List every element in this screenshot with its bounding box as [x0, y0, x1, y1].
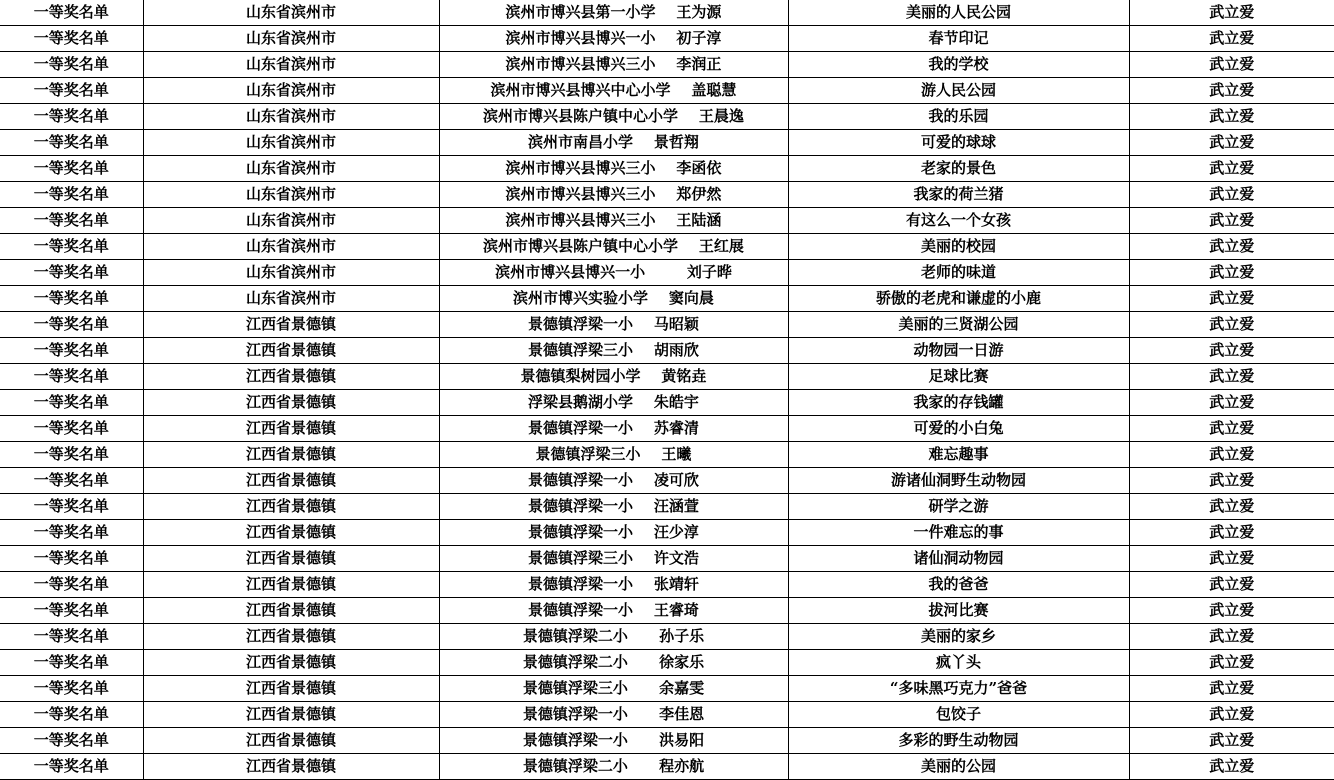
school-student-cell: 景德镇浮梁三小 余嘉雯 — [439, 676, 788, 702]
award-level-cell: 一等奖名单 — [0, 130, 143, 156]
award-level-cell: 一等奖名单 — [0, 52, 143, 78]
essay-title-cell: 多彩的野生动物园 — [788, 728, 1129, 754]
award-level-cell: 一等奖名单 — [0, 442, 143, 468]
award-level-cell: 一等奖名单 — [0, 494, 143, 520]
table-row — [0, 650, 1334, 676]
essay-title-cell: 美丽的家乡 — [788, 624, 1129, 650]
table-row — [0, 104, 1334, 130]
essay-title-cell: 一件难忘的事 — [788, 520, 1129, 546]
region-cell: 江西省景德镇 — [143, 676, 439, 702]
teacher-cell: 武立爱 — [1129, 286, 1334, 312]
region-cell: 山东省滨州市 — [143, 130, 439, 156]
school-student-cell: 景德镇浮梁一小 凌可欣 — [439, 468, 788, 494]
region-cell: 江西省景德镇 — [143, 312, 439, 338]
essay-title-cell: 动物园一日游 — [788, 338, 1129, 364]
school-student-cell: 滨州市博兴县博兴三小 王陆涵 — [439, 208, 788, 234]
teacher-cell: 武立爱 — [1129, 754, 1334, 780]
award-level-cell: 一等奖名单 — [0, 624, 143, 650]
teacher-cell: 武立爱 — [1129, 260, 1334, 286]
teacher-cell: 武立爱 — [1129, 546, 1334, 572]
region-cell: 江西省景德镇 — [143, 702, 439, 728]
table-row — [0, 598, 1334, 624]
region-cell: 江西省景德镇 — [143, 598, 439, 624]
region-cell: 江西省景德镇 — [143, 442, 439, 468]
region-cell: 江西省景德镇 — [143, 390, 439, 416]
table-row — [0, 130, 1334, 156]
essay-title-cell: 美丽的人民公园 — [788, 0, 1129, 26]
region-cell: 山东省滨州市 — [143, 208, 439, 234]
region-cell: 江西省景德镇 — [143, 416, 439, 442]
table-row — [0, 676, 1334, 702]
essay-title-cell: 老家的景色 — [788, 156, 1129, 182]
teacher-cell: 武立爱 — [1129, 130, 1334, 156]
essay-title-cell: 我的爸爸 — [788, 572, 1129, 598]
school-student-cell: 浮梁县鹅湖小学 朱皓宇 — [439, 390, 788, 416]
teacher-cell: 武立爱 — [1129, 468, 1334, 494]
region-cell: 山东省滨州市 — [143, 286, 439, 312]
table-row — [0, 338, 1334, 364]
region-cell: 山东省滨州市 — [143, 104, 439, 130]
teacher-cell: 武立爱 — [1129, 104, 1334, 130]
table-row — [0, 390, 1334, 416]
award-level-cell: 一等奖名单 — [0, 26, 143, 52]
table-row — [0, 494, 1334, 520]
school-student-cell: 景德镇浮梁二小 程亦航 — [439, 754, 788, 780]
school-student-cell: 景德镇浮梁一小 苏睿清 — [439, 416, 788, 442]
school-student-cell: 景德镇浮梁三小 王曦 — [439, 442, 788, 468]
table-row — [0, 52, 1334, 78]
school-student-cell: 滨州市博兴县博兴一小 刘子晔 — [439, 260, 788, 286]
region-cell: 山东省滨州市 — [143, 260, 439, 286]
table-row — [0, 702, 1334, 728]
essay-title-cell: 老师的味道 — [788, 260, 1129, 286]
essay-title-cell: “多味黑巧克力”爸爸 — [788, 676, 1129, 702]
essay-title-cell: 骄傲的老虎和谦虚的小鹿 — [788, 286, 1129, 312]
school-student-cell: 滨州市博兴县博兴一小 初子淳 — [439, 26, 788, 52]
teacher-cell: 武立爱 — [1129, 52, 1334, 78]
teacher-cell: 武立爱 — [1129, 390, 1334, 416]
award-level-cell: 一等奖名单 — [0, 520, 143, 546]
table-row — [0, 260, 1334, 286]
essay-title-cell: 我家的荷兰猪 — [788, 182, 1129, 208]
table-row — [0, 364, 1334, 390]
award-level-cell: 一等奖名单 — [0, 390, 143, 416]
table-row — [0, 208, 1334, 234]
region-cell: 江西省景德镇 — [143, 546, 439, 572]
region-cell: 山东省滨州市 — [143, 52, 439, 78]
school-student-cell: 景德镇浮梁一小 汪少淳 — [439, 520, 788, 546]
table-row — [0, 728, 1334, 754]
teacher-cell: 武立爱 — [1129, 26, 1334, 52]
region-cell: 山东省滨州市 — [143, 0, 439, 26]
teacher-cell: 武立爱 — [1129, 416, 1334, 442]
essay-title-cell: 拔河比赛 — [788, 598, 1129, 624]
region-cell: 江西省景德镇 — [143, 468, 439, 494]
region-cell: 江西省景德镇 — [143, 754, 439, 780]
award-level-cell: 一等奖名单 — [0, 338, 143, 364]
school-student-cell: 景德镇浮梁二小 徐家乐 — [439, 650, 788, 676]
award-level-cell: 一等奖名单 — [0, 312, 143, 338]
teacher-cell: 武立爱 — [1129, 598, 1334, 624]
award-level-cell: 一等奖名单 — [0, 286, 143, 312]
region-cell: 江西省景德镇 — [143, 728, 439, 754]
teacher-cell: 武立爱 — [1129, 624, 1334, 650]
essay-title-cell: 我家的存钱罐 — [788, 390, 1129, 416]
region-cell: 江西省景德镇 — [143, 494, 439, 520]
table-row — [0, 26, 1334, 52]
region-cell: 山东省滨州市 — [143, 78, 439, 104]
essay-title-cell: 游人民公园 — [788, 78, 1129, 104]
school-student-cell: 景德镇浮梁一小 马昭颖 — [439, 312, 788, 338]
school-student-cell: 滨州市博兴县陈户镇中心小学 王红展 — [439, 234, 788, 260]
award-level-cell: 一等奖名单 — [0, 676, 143, 702]
table-row — [0, 416, 1334, 442]
teacher-cell: 武立爱 — [1129, 676, 1334, 702]
school-student-cell: 景德镇浮梁一小 汪涵萱 — [439, 494, 788, 520]
table-row — [0, 0, 1334, 26]
essay-title-cell: 美丽的公园 — [788, 754, 1129, 780]
essay-title-cell: 研学之游 — [788, 494, 1129, 520]
teacher-cell: 武立爱 — [1129, 702, 1334, 728]
school-student-cell: 景德镇浮梁一小 张靖轩 — [439, 572, 788, 598]
table-row — [0, 546, 1334, 572]
teacher-cell: 武立爱 — [1129, 650, 1334, 676]
essay-title-cell: 包饺子 — [788, 702, 1129, 728]
teacher-cell: 武立爱 — [1129, 234, 1334, 260]
award-level-cell: 一等奖名单 — [0, 104, 143, 130]
teacher-cell: 武立爱 — [1129, 78, 1334, 104]
essay-title-cell: 诸仙洞动物园 — [788, 546, 1129, 572]
region-cell: 江西省景德镇 — [143, 572, 439, 598]
table-row — [0, 624, 1334, 650]
award-level-cell: 一等奖名单 — [0, 598, 143, 624]
region-cell: 山东省滨州市 — [143, 156, 439, 182]
school-student-cell: 景德镇梨树园小学 黄铭垚 — [439, 364, 788, 390]
teacher-cell: 武立爱 — [1129, 520, 1334, 546]
school-student-cell: 景德镇浮梁一小 王睿琦 — [439, 598, 788, 624]
school-student-cell: 滨州市南昌小学 景哲翔 — [439, 130, 788, 156]
award-level-cell: 一等奖名单 — [0, 650, 143, 676]
teacher-cell: 武立爱 — [1129, 442, 1334, 468]
teacher-cell: 武立爱 — [1129, 494, 1334, 520]
region-cell: 江西省景德镇 — [143, 520, 439, 546]
award-level-cell: 一等奖名单 — [0, 728, 143, 754]
teacher-cell: 武立爱 — [1129, 364, 1334, 390]
table-row — [0, 78, 1334, 104]
award-level-cell: 一等奖名单 — [0, 0, 143, 26]
award-level-cell: 一等奖名单 — [0, 260, 143, 286]
region-cell: 江西省景德镇 — [143, 650, 439, 676]
school-student-cell: 滨州市博兴县博兴三小 李润正 — [439, 52, 788, 78]
table-row — [0, 234, 1334, 260]
award-level-cell: 一等奖名单 — [0, 546, 143, 572]
essay-title-cell: 春节印记 — [788, 26, 1129, 52]
essay-title-cell: 可爱的球球 — [788, 130, 1129, 156]
essay-title-cell: 我的学校 — [788, 52, 1129, 78]
table-row — [0, 156, 1334, 182]
teacher-cell: 武立爱 — [1129, 0, 1334, 26]
school-student-cell: 滨州市博兴县博兴三小 郑伊然 — [439, 182, 788, 208]
award-level-cell: 一等奖名单 — [0, 234, 143, 260]
table-row — [0, 286, 1334, 312]
award-level-cell: 一等奖名单 — [0, 208, 143, 234]
award-level-cell: 一等奖名单 — [0, 182, 143, 208]
award-level-cell: 一等奖名单 — [0, 416, 143, 442]
school-student-cell: 滨州市博兴县陈户镇中心小学 王晨逸 — [439, 104, 788, 130]
essay-title-cell: 美丽的三贤湖公园 — [788, 312, 1129, 338]
table-row — [0, 442, 1334, 468]
school-student-cell: 滨州市博兴县博兴中心小学 盖聪慧 — [439, 78, 788, 104]
teacher-cell: 武立爱 — [1129, 208, 1334, 234]
school-student-cell: 滨州市博兴县博兴三小 李函依 — [439, 156, 788, 182]
essay-title-cell: 游诸仙洞野生动物园 — [788, 468, 1129, 494]
essay-title-cell: 美丽的校园 — [788, 234, 1129, 260]
award-level-cell: 一等奖名单 — [0, 156, 143, 182]
region-cell: 山东省滨州市 — [143, 26, 439, 52]
region-cell: 江西省景德镇 — [143, 338, 439, 364]
region-cell: 江西省景德镇 — [143, 364, 439, 390]
table-row — [0, 182, 1334, 208]
table-row — [0, 572, 1334, 598]
teacher-cell: 武立爱 — [1129, 312, 1334, 338]
school-student-cell: 景德镇浮梁一小 洪易阳 — [439, 728, 788, 754]
award-level-cell: 一等奖名单 — [0, 364, 143, 390]
teacher-cell: 武立爱 — [1129, 182, 1334, 208]
region-cell: 山东省滨州市 — [143, 182, 439, 208]
school-student-cell: 滨州市博兴县第一小学 王为源 — [439, 0, 788, 26]
award-level-cell: 一等奖名单 — [0, 754, 143, 780]
teacher-cell: 武立爱 — [1129, 338, 1334, 364]
teacher-cell: 武立爱 — [1129, 156, 1334, 182]
school-student-cell: 景德镇浮梁三小 胡雨欣 — [439, 338, 788, 364]
table-row — [0, 754, 1334, 780]
award-level-cell: 一等奖名单 — [0, 78, 143, 104]
essay-title-cell: 有这么一个女孩 — [788, 208, 1129, 234]
award-level-cell: 一等奖名单 — [0, 572, 143, 598]
school-student-cell: 景德镇浮梁三小 许文浩 — [439, 546, 788, 572]
award-level-cell: 一等奖名单 — [0, 468, 143, 494]
essay-title-cell: 我的乐园 — [788, 104, 1129, 130]
essay-title-cell: 难忘趣事 — [788, 442, 1129, 468]
essay-title-cell: 可爱的小白兔 — [788, 416, 1129, 442]
table-row — [0, 520, 1334, 546]
teacher-cell: 武立爱 — [1129, 728, 1334, 754]
essay-title-cell: 足球比赛 — [788, 364, 1129, 390]
table-row — [0, 312, 1334, 338]
table-row — [0, 468, 1334, 494]
school-student-cell: 景德镇浮梁二小 孙子乐 — [439, 624, 788, 650]
school-student-cell: 滨州市博兴实验小学 窦向晨 — [439, 286, 788, 312]
teacher-cell: 武立爱 — [1129, 572, 1334, 598]
region-cell: 江西省景德镇 — [143, 624, 439, 650]
region-cell: 山东省滨州市 — [143, 234, 439, 260]
school-student-cell: 景德镇浮梁一小 李佳恩 — [439, 702, 788, 728]
essay-title-cell: 疯丫头 — [788, 650, 1129, 676]
award-level-cell: 一等奖名单 — [0, 702, 143, 728]
